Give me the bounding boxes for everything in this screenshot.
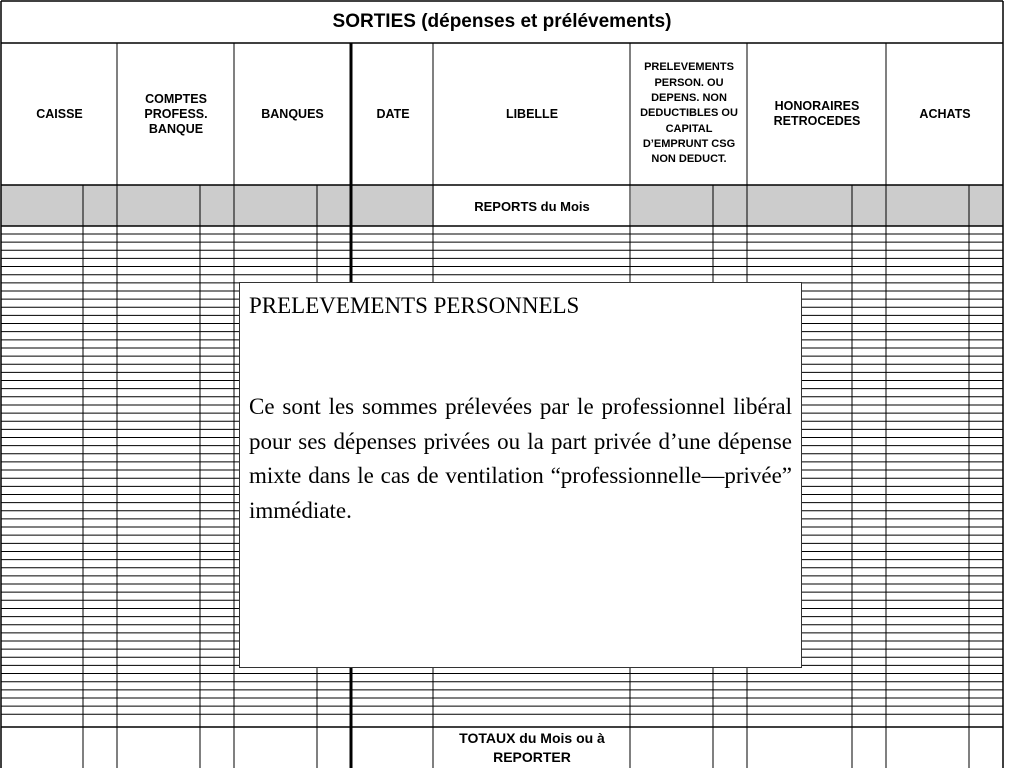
popup-body: Ce sont les sommes prélevées par le professionnel libéral pour ses dépenses privées ou la part privée d’une dépense mixte dans le cas de ventilation “professionnelle—privée” immédiate. xyxy=(249,394,792,523)
column-header-banques: BANQUES xyxy=(261,106,324,121)
column-header-achats: ACHATS xyxy=(919,106,971,121)
column-header-honoraires: HONORAIRES RETROCEDES xyxy=(773,99,861,128)
column-header-prelevements: PRELEVEMENTS PERSON. OU DEPENS. NON DEDUCTIBLES OU CAPITAL D’EMPRUNT CSG NON DEDUCT. xyxy=(640,61,738,166)
totals-row-label: TOTAUX du Mois ou à REPORTER xyxy=(459,729,605,765)
column-header-caisse: CAISSE xyxy=(36,106,83,121)
popup-title: PRELEVEMENTS PERSONNELS xyxy=(249,293,580,318)
column-header-libelle: LIBELLE xyxy=(505,106,559,121)
column-header-comptes-profess-banque: COMPTES PROFESS. BANQUE xyxy=(144,91,208,136)
definition-popup xyxy=(239,282,802,668)
reports-row-fill-right xyxy=(631,185,1003,226)
column-header-date: DATE xyxy=(376,106,410,121)
sheet-title: SORTIES (dépenses et prélévements) xyxy=(332,11,672,32)
reports-row-label: REPORTS du Mois xyxy=(474,198,590,214)
reports-row-fill-left xyxy=(1,185,434,226)
